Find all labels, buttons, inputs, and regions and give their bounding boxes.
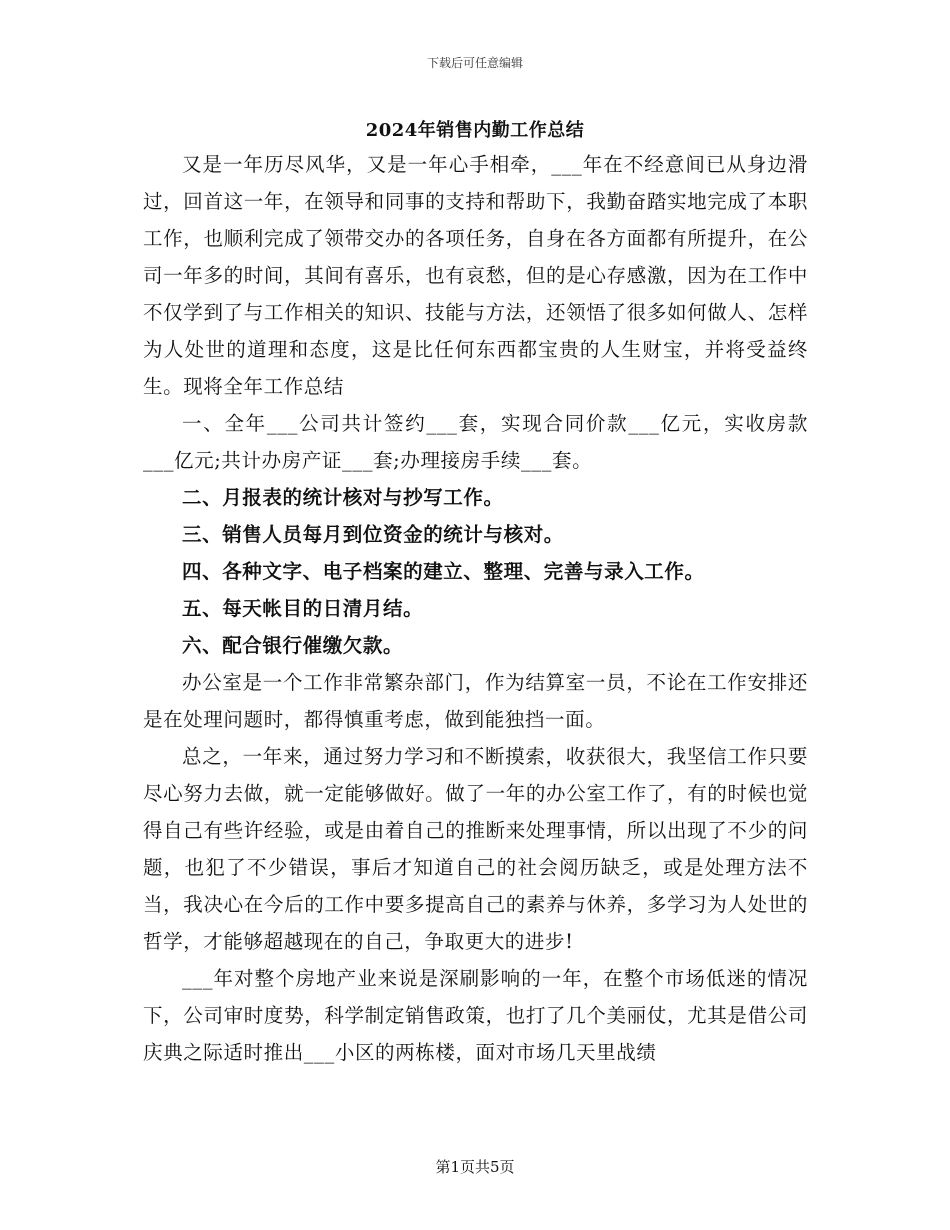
paragraph-office: 办公室是一个工作非常繁杂部门，作为结算室一员，不论在工作安排还是在处理问题时，都得慎重考虑，做到能独挡一面。 — [143, 671, 808, 731]
paragraph-item-1: 一、全年___公司共计签约___套，实现合同价款___亿元，实收房款___亿元;共计办房产证___套;办理接房手续___套。 — [143, 412, 808, 472]
paragraph-item-3: 三、销售人员每月到位资金的统计与核对。 — [182, 523, 564, 546]
document-title: 2024年销售内勤工作总结 — [365, 120, 585, 141]
paragraph-item-2: 二、月报表的统计核对与抄写工作。 — [182, 486, 504, 509]
paragraph-item-6: 六、配合银行催缴欠款。 — [182, 634, 404, 657]
document-body — [143, 146, 808, 1071]
paragraph-item-5: 五、每天帐目的日清月结。 — [182, 597, 424, 620]
header-note: 下载后可任意编辑 — [426, 56, 523, 70]
paragraph-market: ___年对整个房地产业来说是深刷影响的一年，在整个市场低迷的情况下，公司审时度势，科学制定销售政策，也打了几个美丽仗，尤其是借公司庆典之际适时推出___小区的两栋楼，面对市场几天里战绩 — [143, 967, 808, 1064]
paragraph-summary: 总之，一年来，通过努力学习和不断摸索，收获很大，我坚信工作只要尽心努力去做，就一定能够做好。做了一年的办公室工作了，有的时候也觉得自己有些许经验，或是由着自己的推断来处理事情，所以出现了不少的问题，也犯了不少错误，事后才知道自己的社会阅历缺乏，或是处理方法不当，我决心在今后的工作中要多提高自己的素养与休养，多学习为人处世的哲学，才能够超越现在的自己，争取更大的进步! — [143, 745, 808, 953]
paragraph-item-4: 四、各种文字、电子档案的建立、整理、完善与录入工作。 — [182, 560, 705, 583]
page-number: 第1页共5页 — [435, 1158, 515, 1176]
paragraph-intro: 又是一年历尽风华，又是一年心手相牵，___年在不经意间已从身边滑过，回首这一年，在领导和同事的支持和帮助下，我勤奋踏实地完成了本职工作，也顺利完成了领带交办的各项任务，自身在各方面都有所提升，在公司一年多的时间，其间有喜乐，也有哀愁，但的是心存感激，因为在工作中不仅学到了与工作相关的知识、技能与方法，还领悟了很多如何做人、怎样为人处世的道理和态度，这是比任何东西都宝贵的人生财宝，并将受益终生。现将全年工作总结 — [143, 153, 808, 398]
